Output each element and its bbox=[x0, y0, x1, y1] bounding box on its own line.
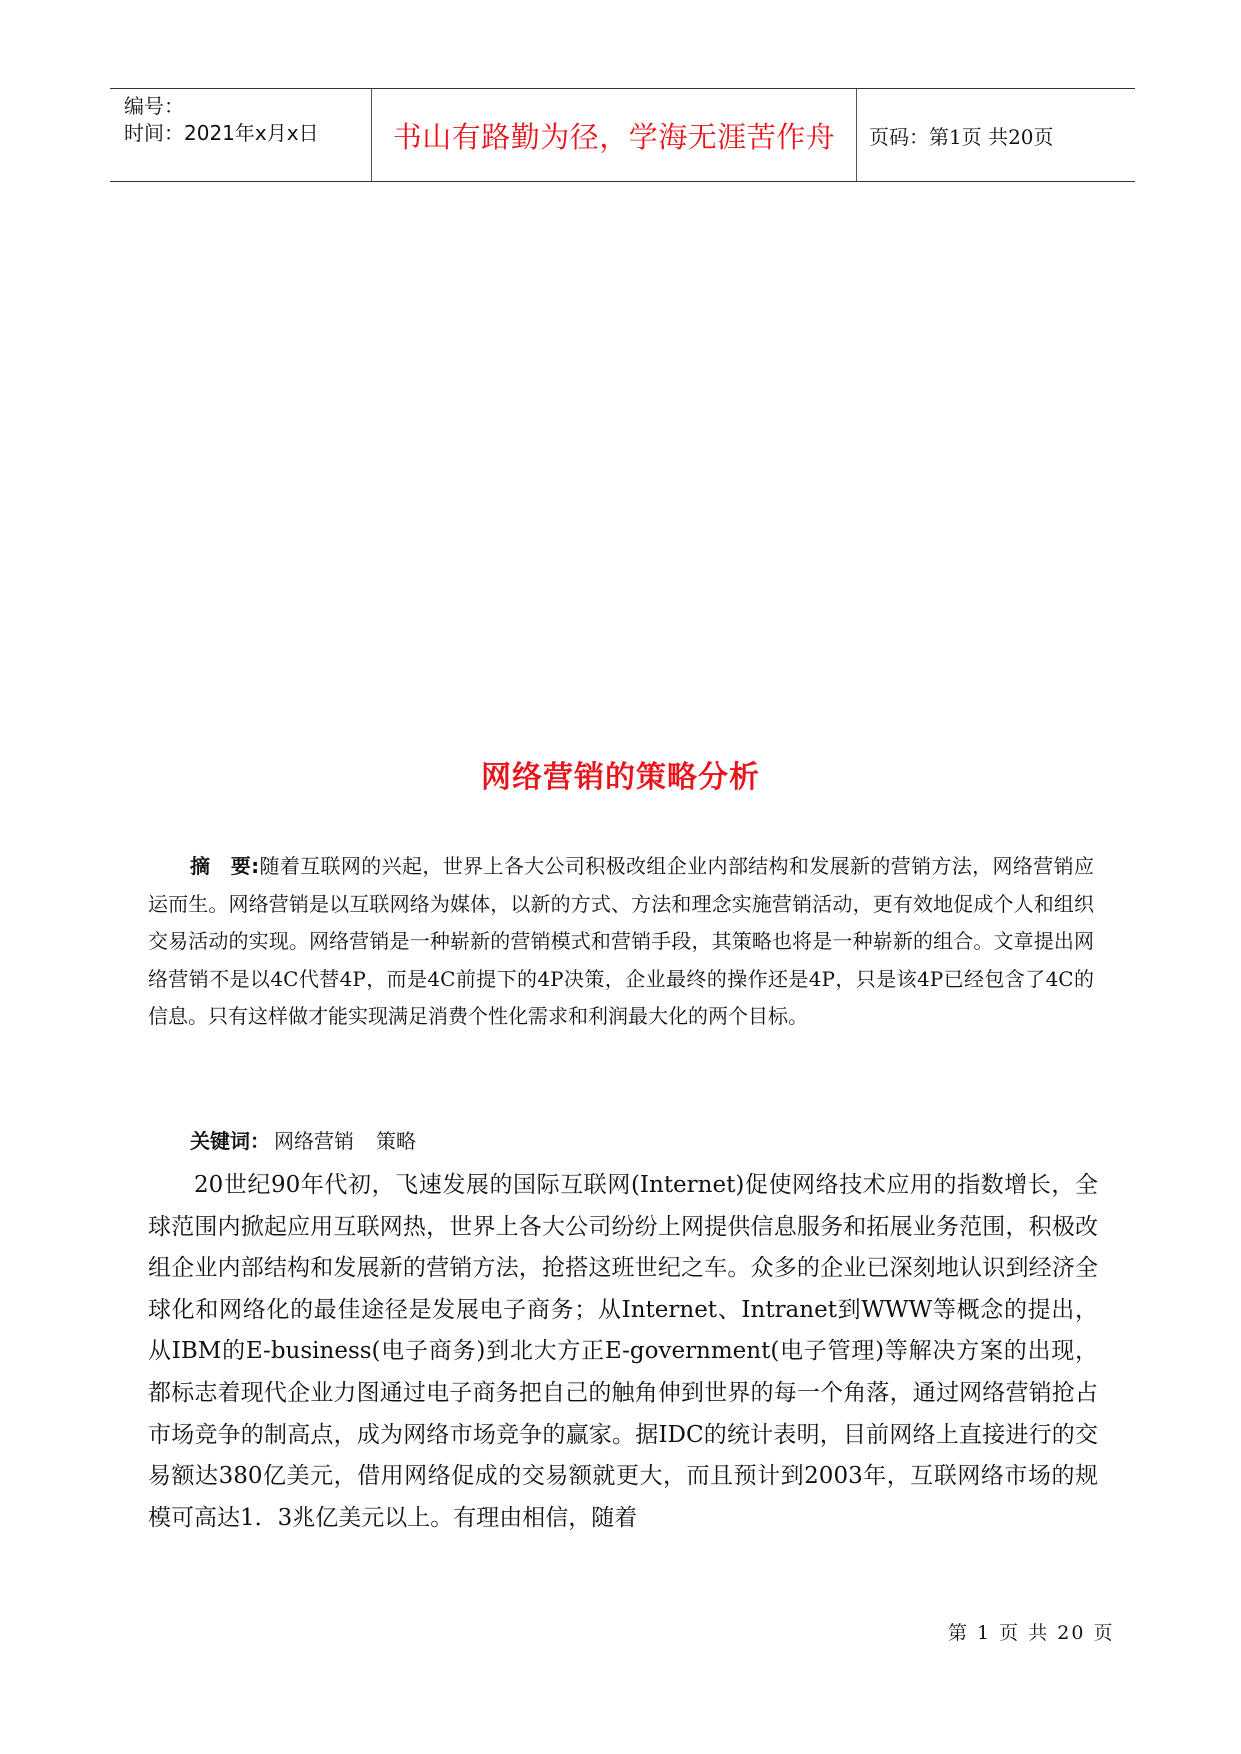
body-paragraph: 20世纪90年代初，飞速发展的国际互联网(Internet)促使网络技术应用的指数增长，全球范围内掀起应用互联网热，世界上各大公司纷纷上网提供信息服务和拓展业务范围，积极改组企业内部结构和发展新的营销方法，抢搭这班世纪之车。众多的企业已深刻地认识到经济全球化和网络化的最佳途径是发展电子商务；从Internet、Intranet到WWW等概念的提出，从IBM的E-business(电子商务)到北大方正E-government(电子管理)等解决方案的出现，都标志着现代企业力图通过电子商务把自己的触角伸到世界的每一个角落，通过网络营销抢占市场竞争的制高点，成为网络市场竞争的赢家。据IDC的统计表明，目前网络上直接进行的交易额达380亿美元，借用网络促成的交易额就更大，而且预计到2003年，互联网络市场的规模可高达1．3兆亿美元以上。有理由相信，随着 bbox=[148, 1172, 1098, 1531]
page-header bbox=[110, 88, 1135, 182]
page-footer: 第 1 页 共 20 页 bbox=[948, 1622, 1115, 1644]
abstract-text: 随着互联网的兴起，世界上各大公司积极改组企业内部结构和发展新的营销方法，网络营销应运而生。网络营销是以互联网络为媒体，以新的方式、方法和理念实施营销活动，更有效地促成个人和组织交易活动的实现。网络营销是一种崭新的营销模式和营销手段，其策略也将是一种崭新的组合。文章提出网络营销不是以4C代替4P，而是4C前提下的4P决策，企业最终的操作还是4P，只是该4P已经包含了4C的信息。只有这样做才能实现满足消费个性化需求和利润最大化的两个目标。 bbox=[148, 854, 1095, 1028]
abstract-section bbox=[148, 848, 1094, 1036]
keywords-section bbox=[190, 1123, 416, 1159]
document-number-label: 编号： bbox=[124, 94, 184, 118]
header-meta-cell bbox=[110, 89, 372, 181]
document-time-label: 时间：2021年x月x日 bbox=[124, 121, 319, 145]
keyword-item: 网络营销 bbox=[274, 1129, 354, 1153]
header-motto: 书山有路勤为径，学海无涯苦作舟 bbox=[392, 119, 836, 154]
header-motto-cell bbox=[372, 89, 857, 181]
abstract-label: 摘 要: bbox=[190, 854, 260, 878]
keywords-label: 关键词： bbox=[190, 1129, 270, 1153]
keyword-item: 策略 bbox=[376, 1129, 416, 1153]
header-page-cell bbox=[857, 89, 1135, 181]
header-page-label: 页码：第1页 共20页 bbox=[869, 124, 1054, 149]
document-title: 网络营销的策略分析 bbox=[481, 760, 760, 795]
